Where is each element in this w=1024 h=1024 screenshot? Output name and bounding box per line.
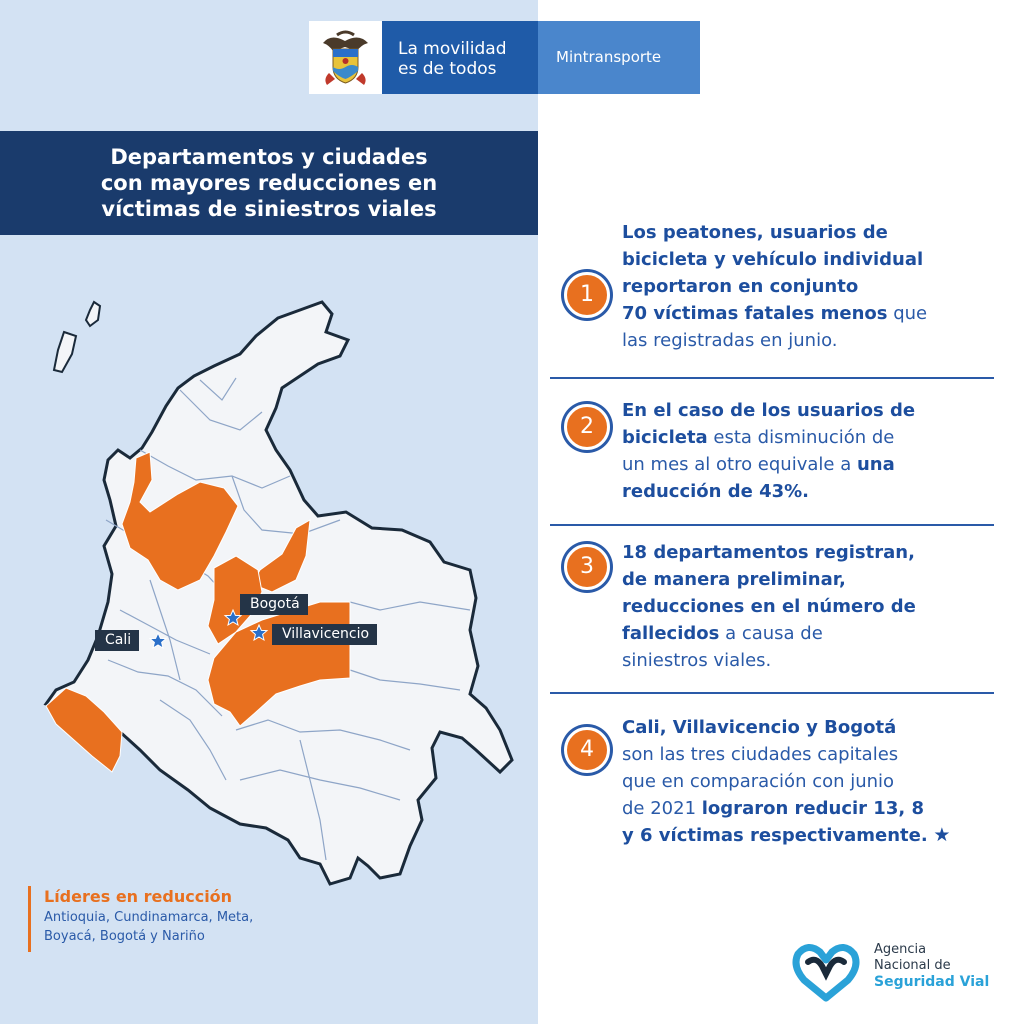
agency-line-1: Agencia bbox=[874, 942, 927, 957]
fact-1-line-5: las registradas en junio. bbox=[622, 330, 838, 351]
fact-3-line-1: 18 departamentos registran, bbox=[622, 542, 915, 563]
cali-label: Cali bbox=[95, 630, 139, 651]
fact-2-line-2-bold: bicicleta bbox=[622, 427, 708, 448]
fact-3-text bbox=[622, 539, 996, 674]
fact-4-line-1: Cali, Villavicencio y Bogotá bbox=[622, 717, 897, 738]
slogan-line-2: es de todos bbox=[398, 59, 497, 79]
fact-4-line-4-regular: de 2021 bbox=[622, 798, 702, 819]
fact-4-line-5: y 6 víctimas respectivamente. bbox=[622, 825, 928, 846]
fact-1-line-2: bicicleta y vehículo individual bbox=[622, 249, 924, 270]
fact-2-number-badge: 2 bbox=[564, 404, 610, 450]
slogan-line-1: La movilidad bbox=[398, 39, 507, 59]
right-panel bbox=[538, 0, 1024, 1024]
divider-3 bbox=[550, 692, 994, 694]
title-line-2: con mayores reducciones en bbox=[100, 171, 438, 195]
title-line-3: víctimas de siniestros viales bbox=[101, 197, 437, 221]
crest-badge bbox=[309, 21, 382, 94]
colombia-map bbox=[0, 280, 538, 900]
map-legend bbox=[28, 886, 328, 952]
fact-4-text bbox=[622, 714, 996, 849]
fact-3-line-3: reducciones en el número de bbox=[622, 596, 916, 617]
fact-4-line-2: son las tres ciudades capitales bbox=[622, 744, 899, 765]
colombia-map-svg bbox=[0, 280, 538, 900]
fact-4-line-4-bold: lograron reducir 13, 8 bbox=[701, 798, 924, 819]
fact-1-number-badge: 1 bbox=[564, 272, 610, 318]
legend-title: Líderes en reducción bbox=[44, 887, 233, 906]
fact-3-line-2: de manera preliminar, bbox=[622, 569, 846, 590]
villavicencio-label: Villavicencio bbox=[272, 624, 377, 645]
agency-line-3: Seguridad Vial bbox=[874, 974, 990, 990]
fact-4 bbox=[564, 714, 996, 854]
ansv-logo-icon bbox=[790, 932, 862, 1004]
legend-line-2: Boyacá, Bogotá y Nariño bbox=[44, 929, 205, 944]
divider-1 bbox=[550, 377, 994, 379]
fact-2 bbox=[564, 397, 996, 507]
fact-2-line-3-regular: un mes al otro equivale a bbox=[622, 454, 857, 475]
fact-2-line-4: reducción de 43%. bbox=[622, 481, 810, 502]
mainland-outline bbox=[46, 302, 512, 884]
fact-3-line-5: siniestros viales. bbox=[622, 650, 772, 671]
title-line-1: Departamentos y ciudades bbox=[110, 145, 428, 169]
fact-1-line-4-regular: que bbox=[887, 303, 928, 324]
fact-1-line-4-bold: 70 víctimas fatales menos bbox=[622, 303, 888, 324]
agency-line-2: Nacional de bbox=[874, 958, 951, 973]
fact-1-text bbox=[622, 219, 996, 354]
fact-2-text bbox=[622, 397, 996, 505]
providencia-island bbox=[54, 332, 76, 372]
fact-2-line-1: En el caso de los usuarios de bbox=[622, 400, 916, 421]
page-title bbox=[0, 131, 538, 235]
star-icon: ★ bbox=[933, 824, 951, 846]
fact-3-line-4-bold: fallecidos bbox=[622, 623, 720, 644]
fact-1-line-1: Los peatones, usuarios de bbox=[622, 222, 888, 243]
slogan-badge bbox=[382, 21, 538, 94]
fact-1 bbox=[564, 219, 996, 359]
fact-3-line-4-regular: a causa de bbox=[719, 623, 823, 644]
fact-3 bbox=[564, 539, 996, 679]
san-andres-island bbox=[86, 302, 100, 326]
legend-line-1: Antioquia, Cundinamarca, Meta, bbox=[44, 910, 254, 925]
bogota-label: Bogotá bbox=[240, 594, 308, 615]
agency-name bbox=[874, 942, 989, 990]
colombia-coat-of-arms-icon bbox=[309, 21, 382, 94]
fact-2-line-3-bold: una bbox=[856, 454, 895, 475]
fact-4-number-badge: 4 bbox=[564, 727, 610, 773]
divider-2 bbox=[550, 524, 994, 526]
agency-logo bbox=[790, 932, 1010, 1004]
fact-2-line-2-regular: esta disminución de bbox=[707, 427, 895, 448]
fact-4-line-3: que en comparación con junio bbox=[622, 771, 895, 792]
ministry-badge: Mintransporte bbox=[538, 21, 700, 94]
fact-1-line-3: reportaron en conjunto bbox=[622, 276, 859, 297]
fact-3-number-badge: 3 bbox=[564, 544, 610, 590]
